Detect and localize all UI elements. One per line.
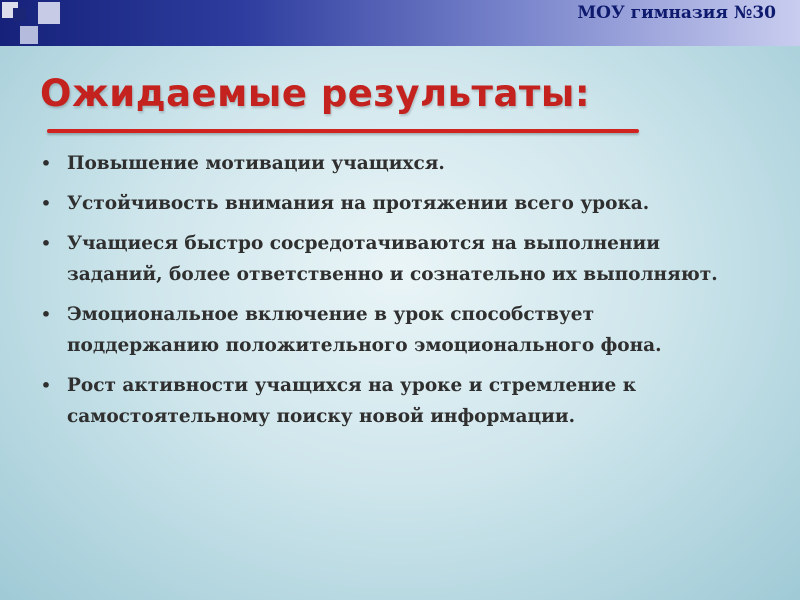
decorative-squares	[0, 0, 70, 46]
square-shape	[20, 26, 38, 44]
bullet-marker-icon: •	[40, 234, 52, 253]
bullet-marker-icon: •	[40, 305, 52, 324]
square-shape	[13, 8, 26, 21]
bullet-item	[40, 370, 740, 432]
bullet-text: Эмоциональное включение в урок способствует поддержанию положительного эмоционального фона.	[67, 304, 662, 356]
bullet-text: Рост активности учащихся на уроке и стремление к самостоятельному поиску новой информации.	[67, 375, 637, 427]
bullet-item	[40, 299, 740, 361]
bullet-marker-icon: •	[40, 194, 52, 213]
slide-title: Ожидаемые результаты:	[40, 72, 591, 115]
bullet-text: Повышение мотивации учащихся.	[67, 153, 445, 174]
square-shape	[38, 2, 60, 24]
title-underline	[47, 129, 639, 133]
bullet-text: Учащиеся быстро сосредотачиваются на выполнении заданий, более ответственно и сознательно их выполняют.	[67, 233, 718, 285]
bullet-list	[40, 148, 740, 441]
bullet-item	[40, 188, 740, 219]
bullet-item	[40, 148, 740, 179]
bullet-marker-icon: •	[40, 154, 52, 173]
header-bar	[0, 0, 800, 46]
school-name: МОУ гимназия №30	[577, 3, 776, 23]
bullet-marker-icon: •	[40, 376, 52, 395]
bullet-item	[40, 228, 740, 290]
bullet-text: Устойчивость внимания на протяжении всего урока.	[67, 193, 650, 214]
